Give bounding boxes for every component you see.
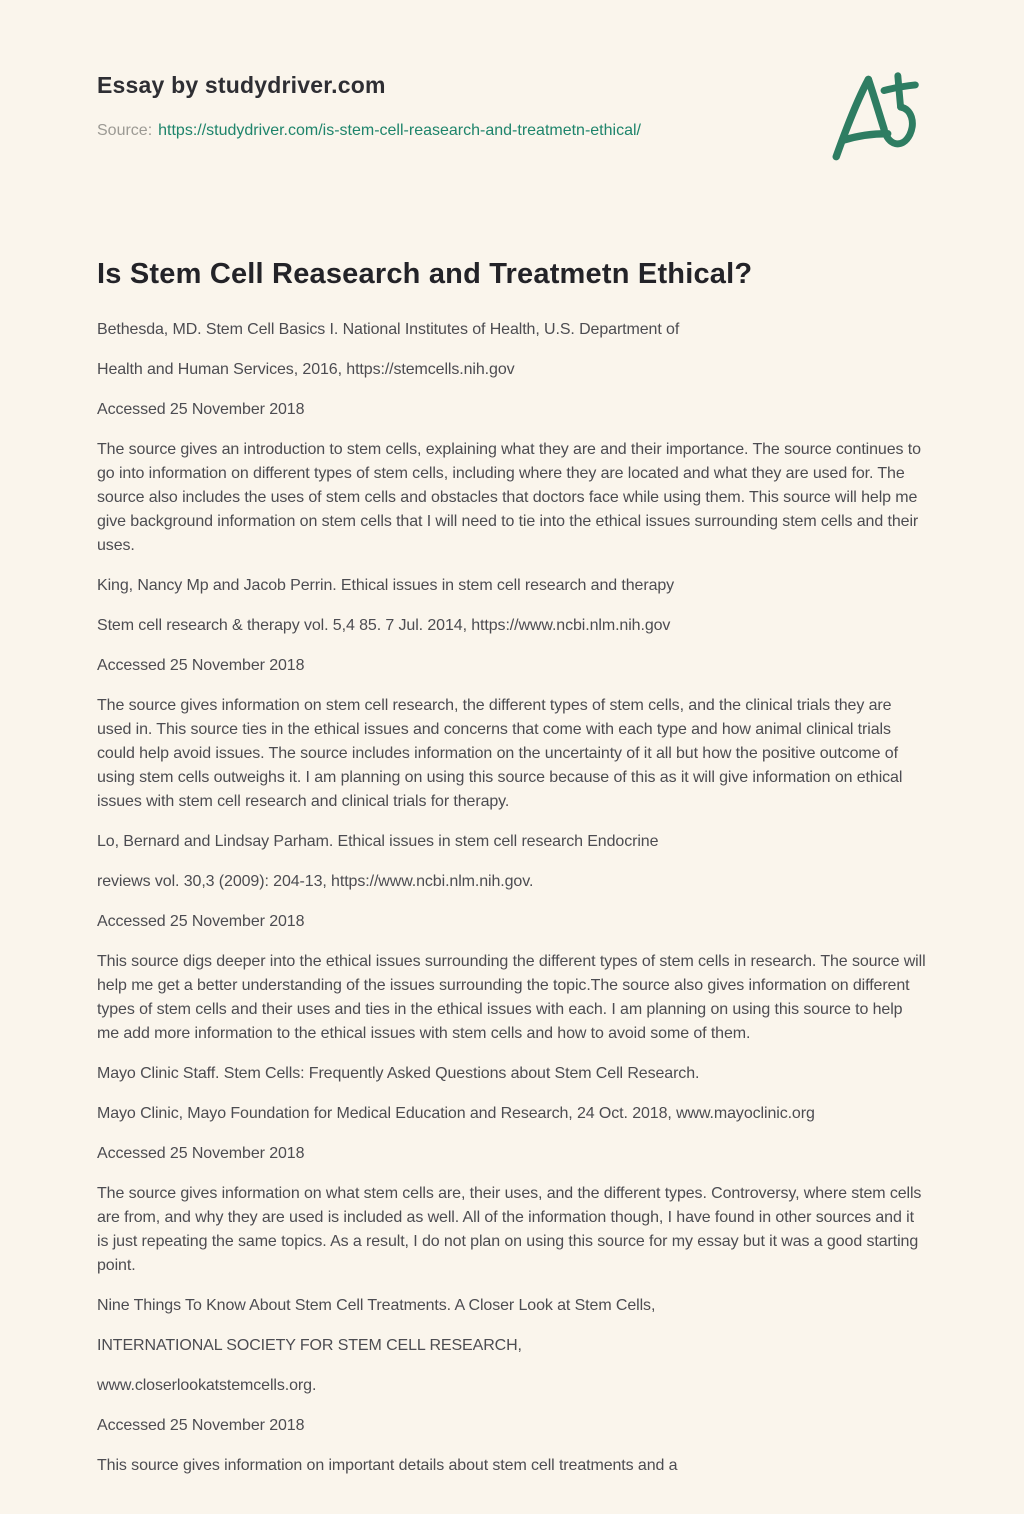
paragraph: This source gives information on important details about stem cell treatments and a xyxy=(97,1457,678,1474)
paragraph: INTERNATIONAL SOCIETY FOR STEM CELL RESEARCH, xyxy=(97,1337,522,1354)
paragraph: Lo, Bernard and Lindsay Parham. Ethical issues in stem cell research Endocrine xyxy=(97,833,659,850)
article-body xyxy=(97,318,927,1478)
paragraph: The source gives information on what stem cells are, their uses, and the different types. Controversy, where stem cells are from, and why they are used is included as well. All of the information though, I have found in other sources and it is just repeating the same topics. As a result, I do not plan on using this source for my essay but it was a good starting point. xyxy=(97,1185,922,1274)
paragraph: Accessed 25 November 2018 xyxy=(97,401,305,418)
essay-content xyxy=(97,256,927,1478)
source-label: Source: xyxy=(97,122,153,139)
paragraph: Nine Things To Know About Stem Cell Treatments. A Closer Look at Stem Cells, xyxy=(97,1297,656,1314)
paragraph: Health and Human Services, 2016, https://stemcells.nih.gov xyxy=(97,361,515,378)
paragraph: The source gives an introduction to stem cells, explaining what they are and their importance. The source continues to go into information on different types of stem cells, including where they are located and what they are used for. The source also includes the uses of stem cells and obstacles that doctors face while using them. This source will help me give background information on stem cells that I will need to tie into the ethical issues surrounding stem cells and their uses. xyxy=(97,441,921,554)
page-header xyxy=(97,0,927,142)
source-url-link[interactable]: https://studydriver.com/is-stem-cell-reasearch-and-treatmetn-ethical/ xyxy=(158,122,641,139)
paragraph: reviews vol. 30,3 (2009): 204-13, https://www.ncbi.nlm.nih.gov. xyxy=(97,873,534,890)
paragraph: Bethesda, MD. Stem Cell Basics I. National Institutes of Health, U.S. Department of xyxy=(97,321,680,338)
essay-title: Is Stem Cell Reasearch and Treatmetn Ethical? xyxy=(97,258,753,290)
paragraph: King, Nancy Mp and Jacob Perrin. Ethical issues in stem cell research and therapy xyxy=(97,577,675,594)
paragraph: This source digs deeper into the ethical issues surrounding the different types of stem cells in research. The source will help me get a better understanding of the issues surrounding the topic.The source also gives information on different types of stem cells and their uses and ties in the ethical issues with each. I am planning on using this source to help me add more information to the ethical issues with stem cells and how to avoid some of them. xyxy=(97,953,926,1042)
paragraph: Mayo Clinic Staff. Stem Cells: Frequently Asked Questions about Stem Cell Research. xyxy=(97,1065,700,1082)
paragraph: www.closerlookatstemcells.org. xyxy=(97,1377,317,1394)
paragraph: Mayo Clinic, Mayo Foundation for Medical Education and Research, 24 Oct. 2018, www.mayoclinic.org xyxy=(97,1105,815,1122)
paragraph: Accessed 25 November 2018 xyxy=(97,1145,305,1162)
paragraph: Accessed 25 November 2018 xyxy=(97,657,305,674)
paragraph: Accessed 25 November 2018 xyxy=(97,913,305,930)
paragraph: Accessed 25 November 2018 xyxy=(97,1417,305,1434)
paragraph: Stem cell research & therapy vol. 5,4 85. 7 Jul. 2014, https://www.ncbi.nlm.nih.gov xyxy=(97,617,671,634)
source-line xyxy=(97,120,927,142)
paragraph: The source gives information on stem cell research, the different types of stem cells, and the clinical trials they are used in. This source ties in the ethical issues and concerns that come with each type and how animal clinical trials could help avoid issues. The source includes information on the uncertainty of it all but how the positive outcome of using stem cells outweighs it. I am planning on using this source because of this as it will give information on ethical issues with stem cell research and clinical trials for therapy. xyxy=(97,697,903,810)
a-plus-logo xyxy=(827,68,919,170)
site-title: Essay by studydriver.com xyxy=(97,72,386,98)
